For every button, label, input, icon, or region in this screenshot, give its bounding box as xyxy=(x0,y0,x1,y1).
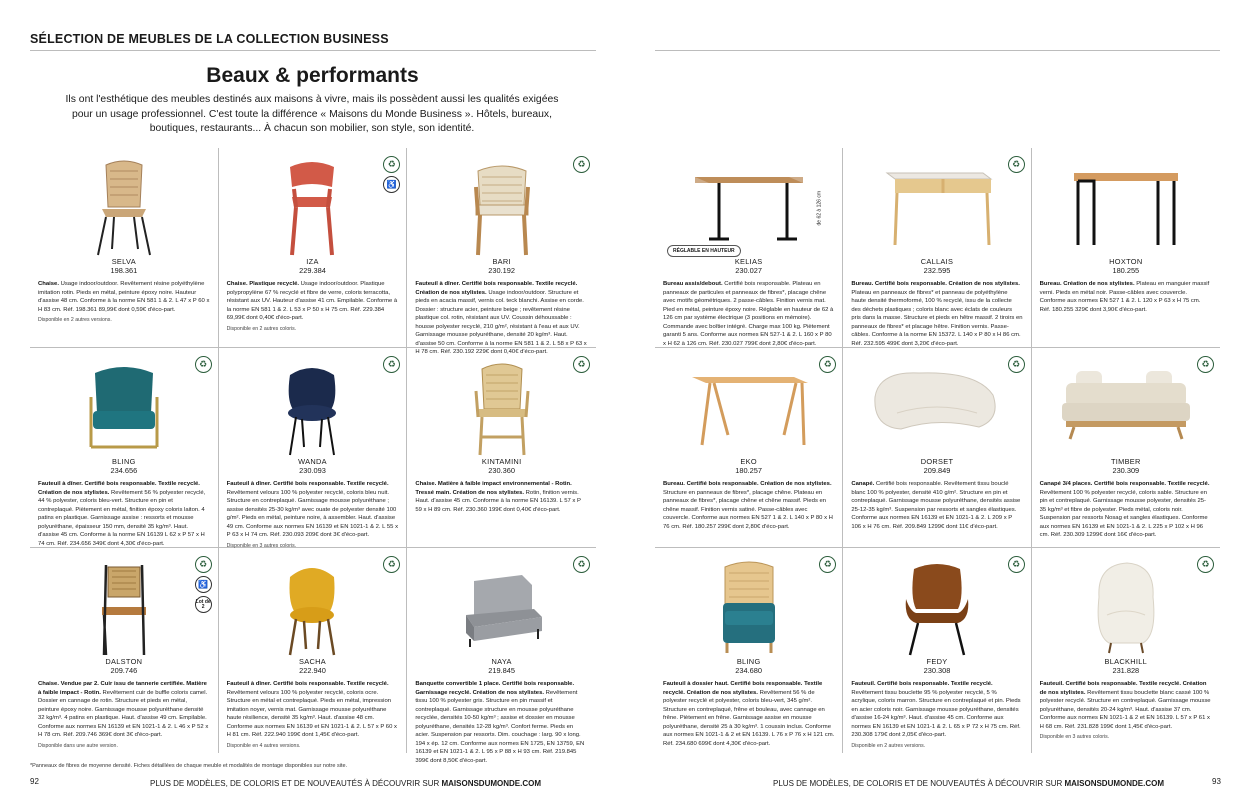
product-name: BARI xyxy=(492,257,511,266)
leaf-circle-icon: ♻ xyxy=(383,556,400,573)
product-description: Chaise. Plastique recyclé. Usage indoor/outdoor. Plastique polypropylène 67 % recyclé et fibre de verre, coloris terracotta, résistant aux UV. Hauteur d'assise 41 cm. Empilable. Conforme à la norme EN 581 1 & 2. L 53 x P 50 x H 75 cm. Réf. 229.384 69,99€ dont 0,40€ d'éco-part. xyxy=(226,281,398,321)
product-availability: Disponible dans une autre version. xyxy=(38,742,118,749)
product-ref: 230.027 xyxy=(735,266,763,275)
lot-de-2-icon: Lot de 2 xyxy=(195,596,212,613)
product-card[interactable] xyxy=(1032,348,1220,548)
footer-text: PLUS DE MODÈLES, DE COLORIS ET DE NOUVEAUTÉS À DÉCOUVRIR SUR MAISONSDUMONDE.COM xyxy=(150,779,542,788)
product-image xyxy=(38,551,210,657)
product-description: Banquette convertible 1 place. Certifié bois responsable. Garnissage recyclé. Création de nos stylistes. Revêtement tissu 100 % polyester gris. Structure en pin massif et contreplaqué. Garnissage structure en mousse polyuréthane recyclée, densités 10-50 kg/m³ ; assise et dossier en mousse polyuréthane, densités 12-28 kg/m³. Confort ferme. Pieds en acier. Suspension par ressorts. Dim. couchage : larg. 90 x long. 194 x ép. 12 cm. Conforme aux normes EN 1725, EN 13759, EN 16139 et EN 1021-1 & 2. L 95 x P 88 x H 93 cm. Réf. 219.845 399€ dont 8,50€ d'éco-part. xyxy=(415,681,585,764)
height-dimension-label: de 62 à 126 cm xyxy=(816,191,823,226)
product-availability: Disponible en 3 autres coloris. xyxy=(1039,734,1110,740)
product-name: BLING xyxy=(736,657,761,666)
product-availability: Disponible en 4 autres versions. xyxy=(226,742,301,749)
product-grid-right xyxy=(655,148,1220,753)
product-name: CALLAIS xyxy=(920,257,954,266)
product-description: Chaise. Matière à faible impact environnemental - Rotin. Tressé main. Création de nos stylistes. Rotin, finition vernis. Haut. d'assise 45 cm. Conforme à la norme EN 16139. L 57 x P 59 x H 89 cm. Réf. 230.360 199€ dont 0,40€ d'éco-part. xyxy=(415,481,581,513)
product-ref: 180.257 xyxy=(735,466,763,475)
product-ref: 230.309 xyxy=(1112,466,1140,475)
product-card[interactable] xyxy=(407,548,596,764)
product-card[interactable] xyxy=(219,548,408,753)
footer-link[interactable]: MAISONSDUMONDE.COM xyxy=(441,779,542,788)
product-image xyxy=(415,551,588,657)
product-name: KINTAMINI xyxy=(481,457,522,466)
product-name: KELIAS xyxy=(734,257,763,266)
product-ref: 198.361 xyxy=(110,266,138,275)
product-name: FEDY xyxy=(926,657,948,666)
product-description: Chaise. Vendue par 2. Cuir issu de tannerie certifiée. Matière à faible impact - Rotin. Revêtement cuir de buffle coloris camel. Dossier en cannage de rotin. Structure et pieds en métal, peinture époxy noire. Garnissage mousse polyuréthane densité 32 kg/m³. 4 patins en plastique. Haut. d'assise 49 cm. Empilable. Conforme aux normes EN 16139 et EN 1021-1 & 2. L 46 x P 52 x H 78 cm. Réf. 209.746 369€ dont 3€ d'éco-part. xyxy=(38,681,209,738)
leaf-circle-icon: ♻ xyxy=(1197,356,1214,373)
leaf-circle-icon: ♻ xyxy=(573,156,590,173)
product-image xyxy=(38,351,210,457)
product-image xyxy=(1040,551,1212,657)
product-image xyxy=(415,151,588,257)
product-card[interactable] xyxy=(655,148,843,348)
section-title: SÉLECTION DE MEUBLES DE LA COLLECTION BUSINESS xyxy=(30,32,389,46)
person-sitting-icon: ♿ xyxy=(195,576,212,593)
product-description: Fauteuil à dîner. Certifié bois responsable. Textile recyclé. Revêtement velours 100 % polyester recyclé, coloris bleu nuit. Structure en contreplaqué. Garnissage mousse polyuréthane ; assise densités 25-30 kg/m³ avec ouate de polyester densité 100 g/m². Pieds en métal, peinture noire, à assembler. Haut. d'assise 49 cm. Conforme aux normes EN 16139 et EN 1021-1 & 2. L 55 x P 63 x H 74 cm. Réf. 230.093 209€ dont 3€ d'éco-part. xyxy=(226,481,399,538)
product-ref: 234.656 xyxy=(110,466,138,475)
adjustable-height-tag: RÉGLABLE EN HAUTEUR xyxy=(667,245,741,257)
product-ref: 230.093 xyxy=(299,466,326,475)
leaf-circle-icon: ♻ xyxy=(1008,156,1025,173)
page-number: 93 xyxy=(1212,777,1221,786)
person-sitting-icon: ♿ xyxy=(383,176,400,193)
footnote: *Panneaux de fibres de moyenne densité. Fiches détaillées de chaque meuble et modalités de montage disponibles sur notre site. xyxy=(30,763,348,769)
leaf-circle-icon: ♻ xyxy=(1008,356,1025,373)
leaf-circle-icon: ♻ xyxy=(383,356,400,373)
product-name: SACHA xyxy=(299,657,326,666)
product-image xyxy=(227,151,399,257)
product-ref: 219.845 xyxy=(488,666,516,675)
product-image xyxy=(663,151,834,257)
product-description: Fauteuil à dossier haut. Certifié bois responsable. Textile recyclé. Création de nos stylistes. Revêtement 56 % de polyester recyclé et polyester, coloris bleu-vert, 345 g/m². Structure en contreplaqué, frêne et bouleau, avec cannage en frêne. Piètement en frêne. Garnissage assise en mousse polyuréthane, densité 25 à 30 kg/m³. 1 coussin inclus. Conforme aux normes EN 1021-1 & 2 et EN 16139. L 76 x P 76 x H 121 cm. Réf. 234.680 699€ dont 4,30€ d'éco-part. xyxy=(663,681,835,747)
product-image xyxy=(227,351,399,457)
product-name: BLACKHILL xyxy=(1104,657,1148,666)
product-image xyxy=(851,151,1022,257)
product-name: WANDA xyxy=(298,457,327,466)
product-ref: 180.255 xyxy=(1112,266,1140,275)
product-name: IZA xyxy=(306,257,319,266)
product-name: HOXTON xyxy=(1109,257,1143,266)
product-name: NAYA xyxy=(491,657,512,666)
leaf-circle-icon: ♻ xyxy=(195,556,212,573)
product-image xyxy=(1040,351,1212,457)
product-image xyxy=(1040,151,1212,257)
header-rule xyxy=(30,50,596,51)
product-ref: 230.360 xyxy=(488,466,516,475)
product-name: DALSTON xyxy=(105,657,143,666)
product-description: Fauteuil. Certifié bois responsable. Textile recyclé. Création de nos stylistes. Revêtement tissu bouclette blanc cassé 100 % polyester recyclé. Structure en contreplaqué. Garnissage mousse polyuréthane, densités 20-24 kg/m³. Haut. d'assise 37 cm. Conforme aux normes EN 1021-1 & 2 et EN 16139. L 57 x P 61 x H 68 cm. Réf. 231.828 199€ dont 1,45€ d'éco-part. xyxy=(1039,681,1211,730)
product-ref: 232.595 xyxy=(923,266,951,275)
product-image xyxy=(851,551,1022,657)
product-ref: 230.192 xyxy=(488,266,516,275)
product-availability: Disponible en 2 autres versions. xyxy=(38,317,112,323)
product-ref: 234.680 xyxy=(735,666,763,675)
footer-link[interactable]: MAISONSDUMONDE.COM xyxy=(1064,779,1165,788)
footer-text: PLUS DE MODÈLES, DE COLORIS ET DE NOUVEAUTÉS À DÉCOUVRIR SUR MAISONSDUMONDE.COM xyxy=(773,779,1165,788)
product-name: DORSET xyxy=(920,457,954,466)
product-card[interactable] xyxy=(843,148,1031,348)
product-description: Fauteuil. Certifié bois responsable. Textile recyclé. Revêtement tissu bouclette 95 % polyester recyclé, 5 % acrylique, coloris marron. Structure en contreplaqué et pin. Pieds en acier coloris noir. Garnissage mousse polyuréthane, densités d'assise 16-24 kg/m³. Haut. d'assise 45 cm. Conforme aux normes EN 16139 et EN 1021-1 & 2. L 65 x P 72 x H 75 cm. Réf. 230.308 179€ dont 2,05€ d'éco-part. xyxy=(851,681,1021,738)
product-card[interactable] xyxy=(30,548,219,753)
product-card[interactable] xyxy=(407,348,596,548)
leaf-circle-icon: ♻ xyxy=(1008,556,1025,573)
product-image xyxy=(227,551,399,657)
page-number: 92 xyxy=(30,777,39,786)
leaf-circle-icon: ♻ xyxy=(573,556,590,573)
product-ref: 230.308 xyxy=(923,666,951,675)
intro-text: Ils ont l'esthétique des meubles destinés aux maisons à vivre, mais ils possèdent aussi les qualités exigées pour un usage professionnel. C'est toute la différence « Maisons du Monde Business ». Hôtels, bureaux, boutiques, restaurants... À chacun son mobilier, son style, son identité. xyxy=(65,94,559,134)
product-description: Canapé. Certifié bois responsable. Revêtement tissu bouclé blanc 100 % polyester, densité 410 g/m². Structure en pin et contreplaqué. Garnissage mousse polyuréthane, densités assise 25-12-35 kg/m³. Suspension par ressorts et sangles élastiques. Conforme aux normes EN 16139 et EN 1021-1 & 2. L 209 x P 106 x H 76 cm. Réf. 209.849 1299€ dont 11€ d'éco-part. xyxy=(851,481,1021,530)
product-image xyxy=(415,351,588,457)
product-description: Fauteuil à dîner. Certifié bois responsable. Textile recyclé. Création de nos stylistes. Usage indoor/outdoor. Structure et pieds en acacia massif, vernis col. teck blanchi. Assise en corde. Dossier : structure acier, peinture beige ; revêtement résine plastique col. rotin, résistant aux UV. Coussin déhoussable : housse polyester recyclé, 210 g/m², résistant à l'eau et aux UV. Garnissage mousse polyuréthane, densité 20 kg/m³. Haut. d'assise 50 cm. Conforme à la norme EN 581 1 & 2. L 58 x P 63 x H 78 cm. Réf. 230.192 229€ dont 0,40€ d'éco-part. xyxy=(415,281,587,355)
product-description: Fauteuil à dîner. Certifié bois responsable. Textile recyclé. Création de nos stylistes. Revêtement 56 % polyester recyclé, 44 % polyester, coloris bleu-vert. Structure en pin et contreplaqué. Piètement en métal, finition époxy coloris laiton. 4 patins en plastique. Garnissage assise : ressorts et mousse polyuréthane, épaisseur 150 mm, densité 35 kg/m³. Haut. d'assise 45 cm. Conforme à la norme EN 16139 L 62 x P 57 x H 74 cm. Réf. 234.656 349€ dont 4,30€ d'éco-part. xyxy=(38,481,206,547)
right-page xyxy=(625,0,1250,803)
product-card[interactable] xyxy=(30,148,219,348)
product-image xyxy=(663,551,834,657)
product-description: Chaise. Usage indoor/outdoor. Revêtement résine polyéthylène imitation rotin. Pieds en métal, peinture époxy noire. Hauteur d'assise 48 cm. Conforme à la norme EN 581 1 & 2. L 47 x P 60 x H 83 cm. Réf. 198.361 89,99€ dont 0,59€ d'éco-part. xyxy=(38,281,210,313)
product-description: Fauteuil à dîner. Certifié bois responsable. Textile recyclé. Revêtement velours 100 % polyester recyclé, coloris ocre. Structure en métal et contreplaqué. Pieds en métal, impression imitation noyer, vernis mat. Garnissage mousse polyuréthane haute résilience, densité 35 kg/m³. Haut. d'assise 48 cm. Conforme aux normes EN 16139 et EN 1021-1 & 2. L 57 x P 60 x H 81 cm. Réf. 222.940 199€ dont 1,45€ d'éco-part. xyxy=(226,681,397,738)
product-image xyxy=(851,351,1022,457)
product-name: EKO xyxy=(740,457,757,466)
product-availability: Disponible en 2 autres versions. xyxy=(851,742,926,749)
product-description: Bureau assis/debout. Certifié bois responsable. Plateau en panneaux de particules et panneaux de fibres*, placage chêne avec motifs géométriques. 2 passe-câbles. Finition vernis mat. Pied en métal, peinture époxy noire. Réglable en hauteur de 62 à 126 cm par système électrique (3 positions en mémoire). Commande avec boîtier intégré. Charge max 100 kg. Piètement garanti 5 ans. Conforme aux normes EN 527-1 & 2. L 160 x P 80 x H 62 à 126 cm. Réf. 230.027 799€ dont 2,80€ d'éco-part. xyxy=(663,281,834,347)
product-description: Canapé 3/4 places. Certifié bois responsable. Textile recyclé. Revêtement 100 % polyester recyclé, coloris sable. Structure en pin et contreplaqué. Garnissage mousse polyester, densités 25-35 kg/m³ et fibre de polyester. Pieds métal, coloris noir. Suspension par ressorts Nosag et sangles élastiques. Conforme aux normes EN 16139 et EN 1021-1 & 2. L 225 x P 102 x H 96 cm. Réf. 230.309 1299€ dont 16€ d'éco-part. xyxy=(1039,481,1210,538)
leaf-circle-icon: ♻ xyxy=(195,356,212,373)
headline: Beaux & performants xyxy=(206,64,419,87)
product-card[interactable] xyxy=(655,348,843,548)
product-ref: 229.384 xyxy=(299,266,326,275)
product-image xyxy=(663,351,834,457)
product-card[interactable] xyxy=(407,148,596,355)
product-description: Bureau. Création de nos stylistes. Plateau en manguier massif verni. Pieds en métal noir. Passe-câbles avec couvercle. Conforme aux normes EN 527 1 & 2. L 120 x P 63 x H 75 cm. Réf. 180.255 329€ dont 3,90€ d'éco-part. xyxy=(1039,281,1210,313)
product-ref: 209.746 xyxy=(110,666,138,675)
leaf-circle-icon: ♻ xyxy=(383,156,400,173)
leaf-circle-icon: ♻ xyxy=(1197,556,1214,573)
leaf-circle-icon: ♻ xyxy=(819,556,836,573)
product-name: SELVA xyxy=(111,257,136,266)
header-rule xyxy=(655,50,1220,51)
product-card[interactable] xyxy=(1032,148,1220,348)
product-ref: 231.828 xyxy=(1112,666,1140,675)
product-availability: Disponible en 2 autres coloris. xyxy=(226,325,297,332)
product-description: Bureau. Certifié bois responsable. Création de nos stylistes. Structure en panneaux de fibres*, placage chêne. Plateau en panneaux de fibres*, placage chêne et chêne massif. Pieds en chêne massif. Finition vernis satiné. Passe-câbles avec couvercle. Conforme aux normes EN 527 1 & 2. L 140 x P 80 x H 76 cm. Réf. 180.257 299€ dont 2,80€ d'éco-part. xyxy=(663,481,833,530)
product-card[interactable] xyxy=(219,148,408,348)
product-name: TIMBER xyxy=(1110,457,1141,466)
product-availability: Disponible en 3 autres coloris. xyxy=(226,542,297,549)
product-card[interactable] xyxy=(843,548,1031,753)
product-card[interactable] xyxy=(30,348,219,548)
product-card[interactable] xyxy=(843,348,1031,548)
product-grid-left xyxy=(30,148,596,764)
product-description: Bureau. Certifié bois responsable. Création de nos stylistes. Plateau en panneaux de fibres* et panneau de polyéthylène haute densité thermoformé, 100 % recyclé, issu de la collecte des déchets plastiques ; coloris blanc avec éclats de couleurs pris dans la masse. Structure et pieds en hêtre massif. 2 tiroirs en panneaux de fibres* et placage hêtre. Finition vernis. Passe-câbles. Conforme à la norme EN 15372. L 140 x P 80 x H 86 cm. Réf. 232.595 499€ dont 3,20€ d'éco-part. xyxy=(851,281,1023,347)
product-image xyxy=(38,151,210,257)
product-ref: 222.940 xyxy=(299,666,326,675)
product-card[interactable] xyxy=(1032,548,1220,753)
product-card[interactable] xyxy=(219,348,408,548)
product-card[interactable] xyxy=(655,548,843,753)
product-ref: 209.849 xyxy=(923,466,951,475)
leaf-circle-icon: ♻ xyxy=(819,356,836,373)
product-name: BLING xyxy=(111,457,136,466)
leaf-circle-icon: ♻ xyxy=(573,356,590,373)
